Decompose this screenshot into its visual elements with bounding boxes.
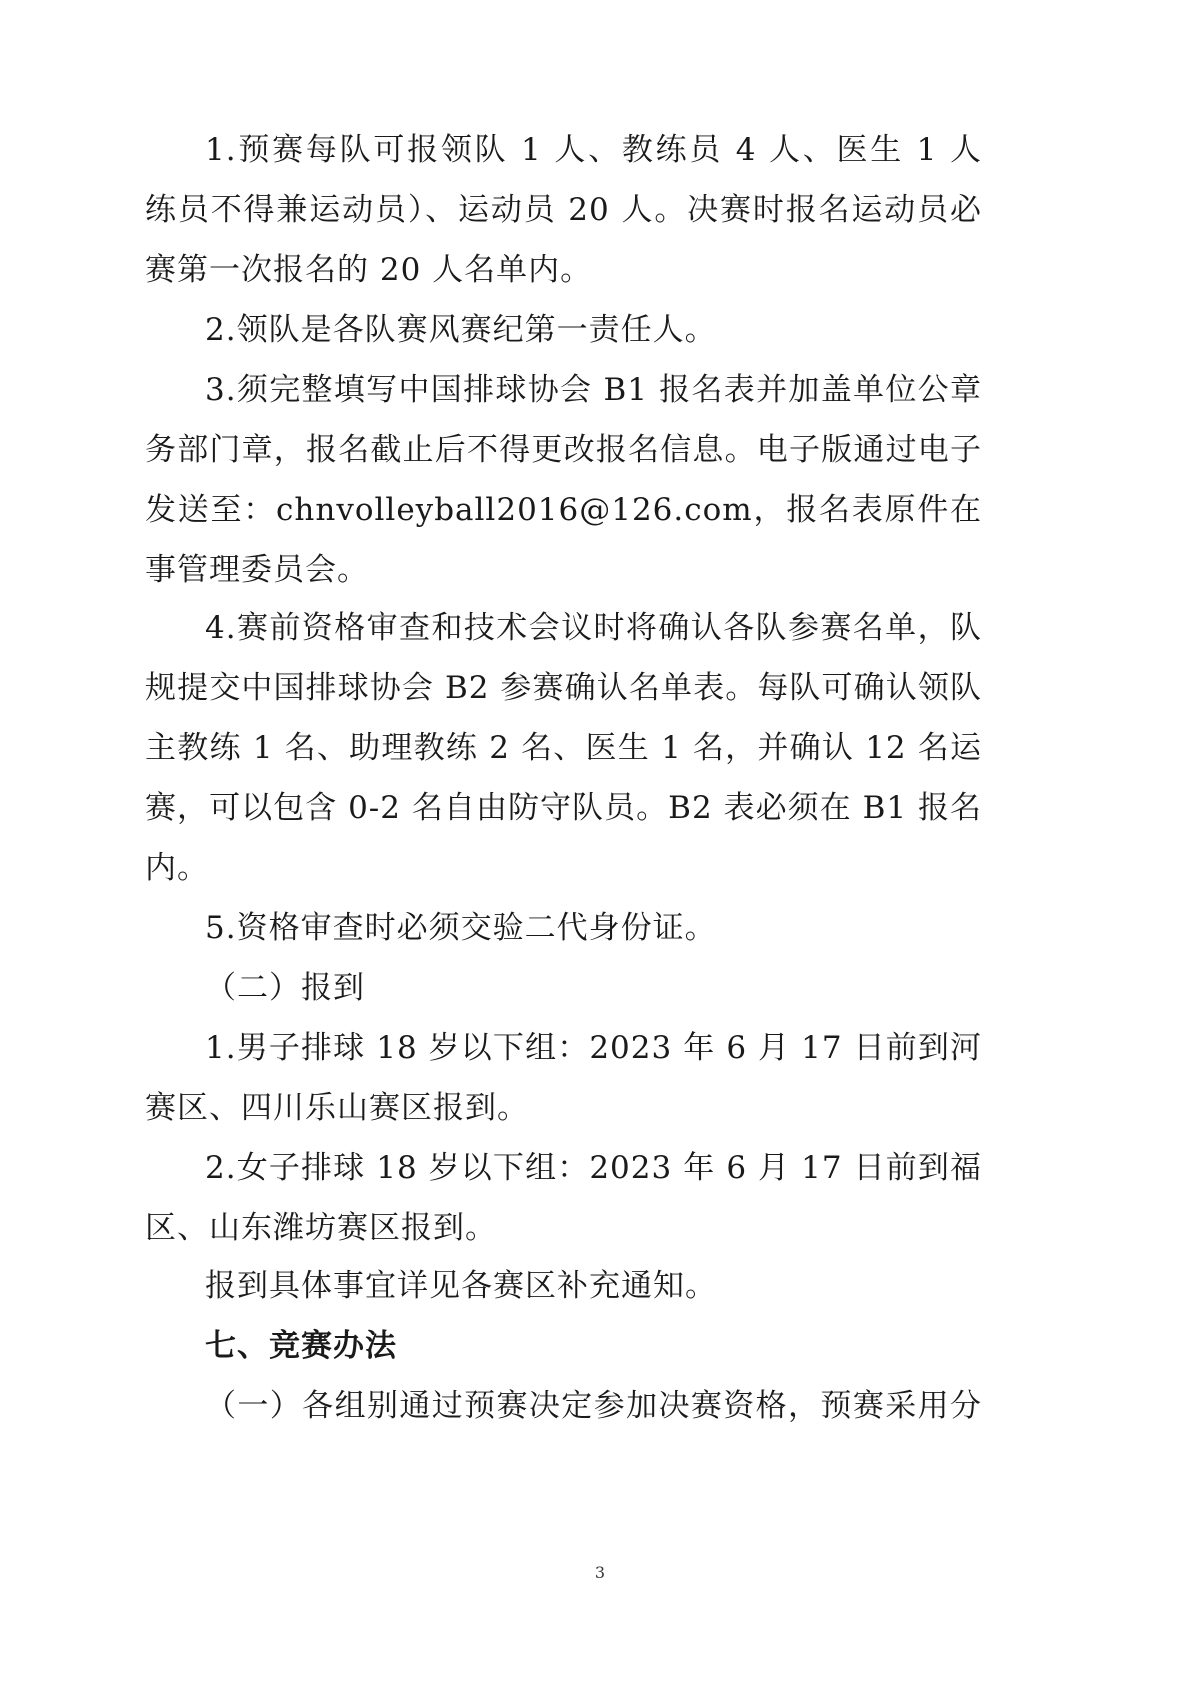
paragraph-4-line-1: 4.赛前资格审查和技术会议时将确认各队参赛名单，队 bbox=[205, 610, 982, 646]
paragraph-3-line-1: 3.须完整填写中国排球协会 B1 报名表并加盖单位公章 bbox=[205, 372, 982, 408]
competition-method-line-1: （一）各组别通过预赛决定参加决赛资格，预赛采用分 bbox=[205, 1388, 982, 1424]
registration-women-line-2: 区、山东潍坊赛区报到。 bbox=[145, 1210, 497, 1246]
paragraph-1-line-1: 1.预赛每队可报领队 1 人、教练员 4 人、医生 1 人 bbox=[205, 132, 982, 168]
registration-note: 报到具体事宜详见各赛区补充通知。 bbox=[205, 1268, 717, 1304]
paragraph-4-line-3: 主教练 1 名、助理教练 2 名、医生 1 名，并确认 12 名运 bbox=[145, 730, 982, 766]
paragraph-4-line-4: 赛，可以包含 0-2 名自由防守队员。B2 表必须在 B1 报名 bbox=[145, 790, 982, 826]
paragraph-4-line-5: 内。 bbox=[145, 850, 209, 886]
paragraph-3-line-2: 务部门章，报名截止后不得更改报名信息。电子版通过电子 bbox=[145, 432, 982, 468]
paragraph-1-line-3: 赛第一次报名的 20 人名单内。 bbox=[145, 252, 593, 288]
paragraph-3-line-4: 事管理委员会。 bbox=[145, 552, 369, 588]
paragraph-3-line-3: 发送至：chnvolleyball2016@126.com，报名表原件在 bbox=[145, 492, 982, 528]
paragraph-5: 5.资格审查时必须交验二代身份证。 bbox=[205, 910, 717, 946]
registration-women-line-1: 2.女子排球 18 岁以下组：2023 年 6 月 17 日前到福 bbox=[205, 1150, 982, 1186]
paragraph-2: 2.领队是各队赛风赛纪第一责任人。 bbox=[205, 312, 717, 348]
page-number: 3 bbox=[594, 1563, 606, 1582]
registration-men-line-2: 赛区、四川乐山赛区报到。 bbox=[145, 1090, 529, 1126]
registration-men-line-1: 1.男子排球 18 岁以下组：2023 年 6 月 17 日前到河 bbox=[205, 1030, 982, 1066]
section-heading-competition-method: 七、竞赛办法 bbox=[205, 1328, 397, 1364]
paragraph-1-line-2: 练员不得兼运动员）、运动员 20 人。决赛时报名运动员必 bbox=[145, 192, 982, 228]
paragraph-4-line-2: 规提交中国排球协会 B2 参赛确认名单表。每队可确认领队 bbox=[145, 670, 982, 706]
section-subheading-registration: （二）报到 bbox=[205, 970, 365, 1006]
